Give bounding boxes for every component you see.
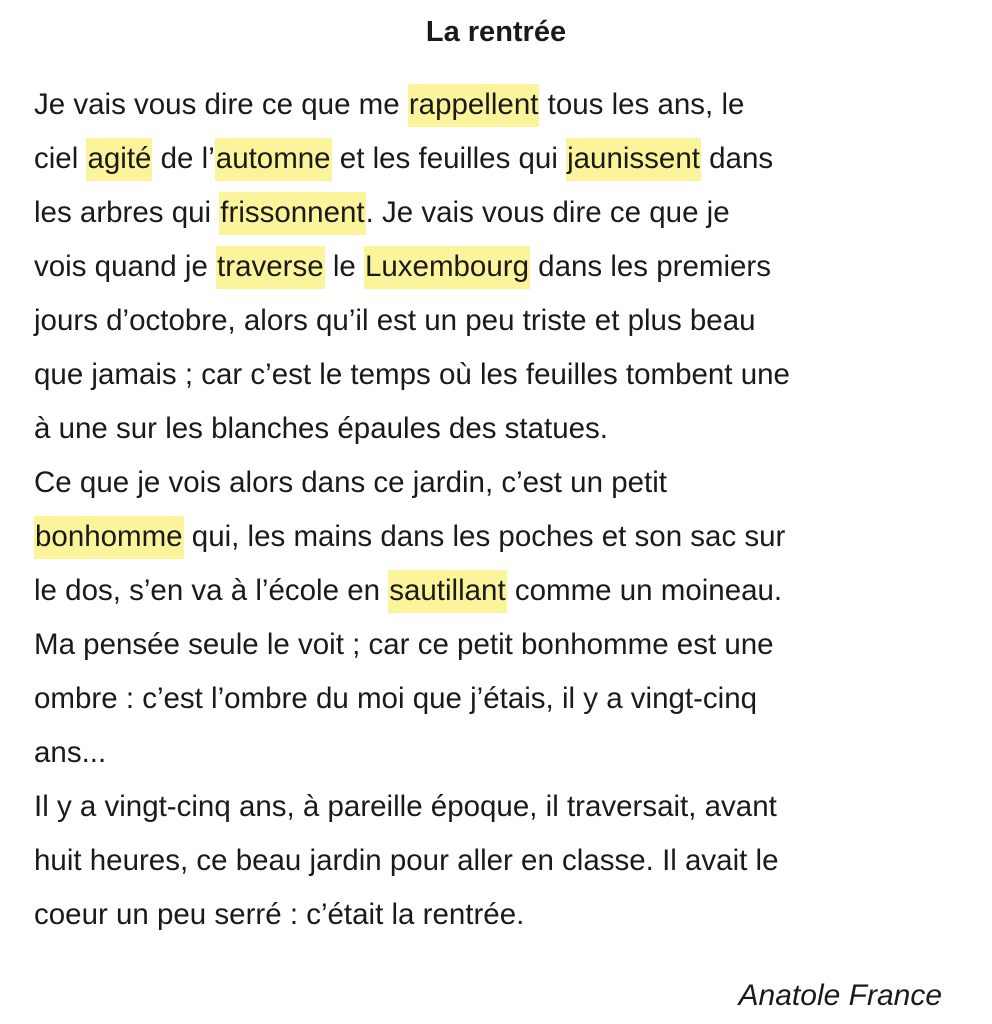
text-segment: de l’ bbox=[152, 142, 215, 175]
text-segment: Il y a vingt-cinq ans, à pareille époque, il traversait, avant bbox=[34, 790, 777, 823]
text-line bbox=[34, 294, 964, 348]
text-segment: vois quand je bbox=[34, 250, 217, 283]
highlighted-word: automne bbox=[215, 138, 332, 181]
text-line bbox=[34, 564, 964, 618]
highlighted-word: traverse bbox=[216, 246, 325, 289]
highlighted-word: jaunissent bbox=[566, 138, 701, 181]
text-line bbox=[34, 348, 964, 402]
text-line bbox=[34, 672, 964, 726]
text-line bbox=[34, 888, 964, 942]
text-segment: Ma pensée seule le voit ; car ce petit bonhomme est une bbox=[34, 628, 774, 661]
highlighted-word: agité bbox=[86, 138, 152, 181]
text-segment: que jamais ; car c’est le temps où les feuilles tombent une bbox=[34, 358, 790, 391]
text-segment: les arbres qui bbox=[34, 196, 220, 229]
text-segment: le bbox=[324, 250, 364, 283]
text-body bbox=[34, 78, 964, 942]
text-segment: le dos, s’en va à l’école en bbox=[34, 574, 389, 607]
text-segment: comme un moineau. bbox=[506, 574, 783, 607]
document-title: La rentrée bbox=[425, 16, 567, 48]
text-segment: ombre : c’est l’ombre du moi que j’étais, il y a vingt-cinq bbox=[34, 682, 758, 715]
text-segment: ciel bbox=[34, 142, 87, 175]
text-segment: à une sur les blanches épaules des statues. bbox=[34, 412, 608, 445]
text-line bbox=[34, 726, 964, 780]
text-segment: jours d’octobre, alors qu’il est un peu triste et plus beau bbox=[34, 304, 756, 337]
text-segment: tous les ans, le bbox=[539, 88, 745, 121]
text-segment: huit heures, ce beau jardin pour aller en classe. Il avait le bbox=[34, 844, 779, 877]
text-line bbox=[34, 132, 964, 186]
text-segment: dans les premiers bbox=[529, 250, 771, 283]
text-segment: dans bbox=[700, 142, 774, 175]
text-line bbox=[34, 240, 964, 294]
text-segment: ans... bbox=[34, 736, 107, 769]
text-line bbox=[34, 780, 964, 834]
text-segment: coeur un peu serré : c’était la rentrée. bbox=[34, 898, 525, 931]
text-line bbox=[34, 186, 964, 240]
text-segment: Je vais vous dire ce que me bbox=[34, 88, 408, 121]
text-segment: qui, les mains dans les poches et son sac sur bbox=[183, 520, 786, 553]
author-signature: Anatole France bbox=[738, 979, 942, 1012]
text-line bbox=[34, 510, 964, 564]
text-segment: . Je vais vous dire ce que je bbox=[365, 196, 730, 229]
text-segment: et les feuilles qui bbox=[331, 142, 567, 175]
text-line bbox=[34, 456, 964, 510]
text-line bbox=[34, 834, 964, 888]
highlighted-word: rappellent bbox=[408, 84, 540, 127]
text-line bbox=[34, 402, 964, 456]
text-line bbox=[34, 78, 964, 132]
highlighted-word: frissonnent bbox=[219, 192, 365, 235]
highlighted-word: sautillant bbox=[388, 570, 506, 613]
text-segment: Ce que je vois alors dans ce jardin, c’est un petit bbox=[34, 466, 667, 499]
text-line bbox=[34, 618, 964, 672]
highlighted-word: bonhomme bbox=[34, 516, 184, 559]
highlighted-word: Luxembourg bbox=[364, 246, 530, 289]
